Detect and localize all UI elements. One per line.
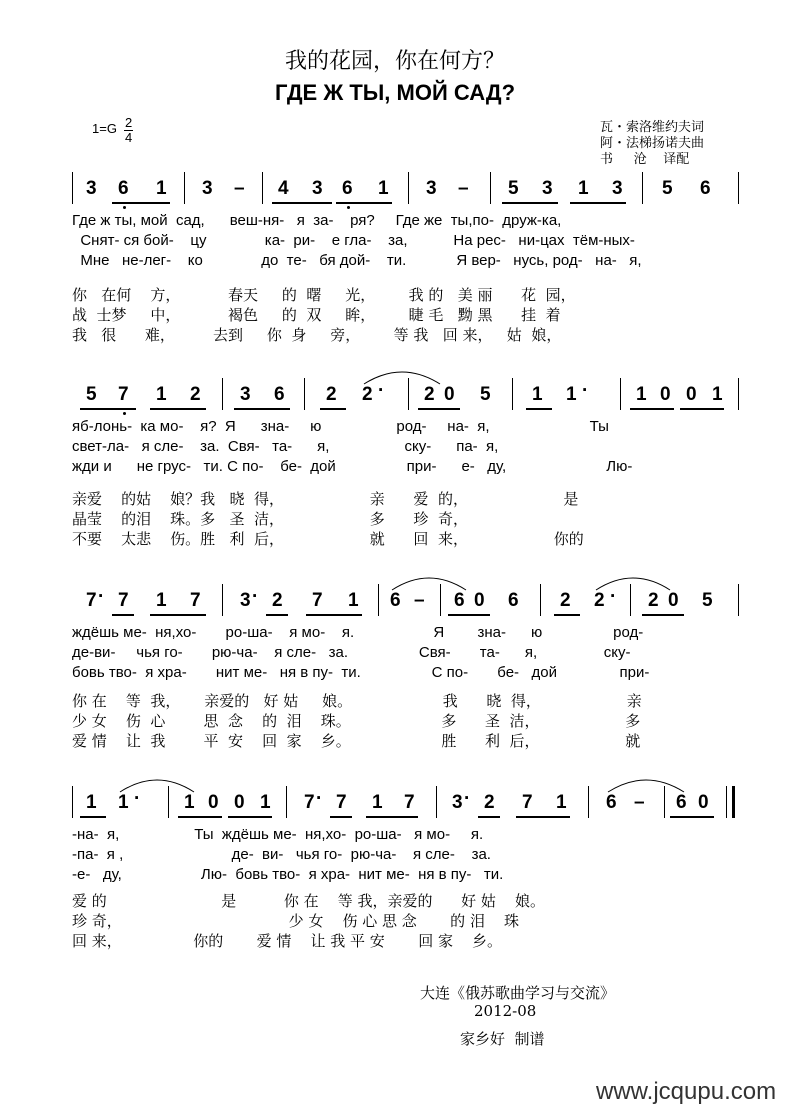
watermark-url: www.jcqupu.com bbox=[596, 1078, 777, 1105]
lyrics-cn-1: 爱 的 是 你 在 等 我，亲爱的 好 姑 娘。 bbox=[72, 892, 545, 910]
lyrics-cn-1: 亲爱 的姑 娘？我 晓 得， 亲 爱 的， 是 bbox=[72, 490, 579, 508]
lyrics-ru-3: -е- ду, Лю- бовь тво- я хра- нит ме- ня в пу- ти. bbox=[72, 866, 504, 883]
lyrics-cn-2: 珍 奇， 少 女 伤 心 思 念 的 泪 珠 bbox=[72, 912, 520, 930]
lyrics-cn-2: 战 士梦 中， 褐色 的 双 眸， 睫 毛 黝 黑 挂 着 bbox=[72, 306, 561, 324]
footer-date: 2012-08 bbox=[474, 1002, 537, 1020]
footer-author: 家乡好 制谱 bbox=[460, 1030, 545, 1048]
lyrics-ru-1: ждёшь ме- ня,хо- ро-ша- я мо- я. Я зна- ю род- bbox=[72, 624, 644, 641]
notation-row: 5 7 1 2 3 6 2 2 · 2 0 5 1 1 · 1 0 0 1 bbox=[72, 378, 742, 414]
lyrics-ru-1: яб-лонь- ка мо- я? Я зна- ю род- на- я, Ты bbox=[72, 418, 609, 435]
notation-row: 3 6 1 3 – 4 3 6 1 3 – 5 3 1 3 5 6 bbox=[72, 172, 742, 208]
lyrics-ru-3: жди и не грус- ти. С по- бе- дой при- е- ду, Лю- bbox=[72, 458, 633, 475]
notation-row: 1 1 · 1 0 0 1 7 · 7 1 7 3 · 2 7 1 6 – 6 0 bbox=[72, 786, 742, 822]
lyrics-ru-2: -па- я , де- ви- чья го- рю-ча- я сле- за. bbox=[72, 846, 491, 863]
time-signature bbox=[124, 116, 133, 145]
notation-row: 7 · 7 1 7 3 · 2 7 1 6 – 6 0 6 2 2 · 2 0 5 bbox=[72, 584, 742, 620]
credit-composer: 阿・法梯扬诺夫曲 bbox=[600, 136, 705, 151]
lyrics-ru-1: Где ж ты, мой сад, веш-ня- я за- ря? Где же ты,по- друж-ка, bbox=[72, 212, 562, 229]
lyrics-ru-3: Мне не-лег- ко до те- бя дой- ти. Я вер- нусь, род- на- я, bbox=[72, 252, 642, 269]
lyrics-ru-3: бовь тво- я хра- нит ме- ня в пу- ти. С по- бе- дой при- bbox=[72, 664, 650, 681]
lyrics-cn-3: 不要 太悲 伤。胜 利 后， 就 回 来， 你的 bbox=[72, 530, 584, 548]
lyrics-cn-2: 少 女 伤 心 思 念 的 泪 珠。 多 圣 洁， 多 bbox=[72, 712, 641, 730]
lyrics-cn-1: 你 在何 方， 春天 的 曙 光， 我 的 美 丽 花 园， bbox=[72, 286, 576, 304]
footer-source: 大连《俄苏歌曲学习与交流》 bbox=[420, 984, 616, 1002]
lyrics-cn-3: 我 很 难， 去到 你 身 旁， 等 我 回 来， 姑 娘， bbox=[72, 326, 562, 344]
lyrics-cn-1: 你 在 等 我， 亲爱的 好 姑 娘。 我 晓 得， 亲 bbox=[72, 692, 642, 710]
lyrics-cn-3: 爱 情 让 我 平 安 回 家 乡。 胜 利 后， 就 bbox=[72, 732, 641, 750]
time-signature-numerator: 2 bbox=[125, 115, 133, 130]
title-chinese: 我的花园，你在何方？ bbox=[284, 49, 505, 74]
credit-lyricist: 瓦・索洛维约夫词 bbox=[600, 120, 705, 135]
lyrics-ru-2: свет-ла- я сле- за. Свя- та- я, ску- па- я, bbox=[72, 438, 499, 455]
lyrics-ru-1: -на- я, Ты ждёшь ме- ня,хо- ро-ша- я мо- я. bbox=[72, 826, 484, 843]
lyrics-ru-2: де-ви- чья го- рю-ча- я сле- за. Свя- та- я, ску- bbox=[72, 644, 631, 661]
key-signature: 1=G bbox=[92, 121, 117, 136]
lyrics-cn-3: 回 来， 你的 爱 情 让 我 平 安 回 家 乡。 bbox=[72, 932, 503, 950]
lyrics-ru-2: Снят- ся бой- цу ка- ри- е гла- за, На рес- ни-цах тём-ных- bbox=[72, 232, 635, 249]
credits bbox=[600, 120, 704, 168]
lyrics-cn-2: 晶莹 的泪 珠。多 圣 洁， 多 珍 奇， bbox=[72, 510, 468, 528]
title-russian: ГДЕ Ж ТЫ, МОЙ САД? bbox=[274, 80, 516, 105]
credit-translator: 书 沧 译配 bbox=[600, 152, 690, 167]
time-signature-denominator: 4 bbox=[125, 130, 133, 145]
